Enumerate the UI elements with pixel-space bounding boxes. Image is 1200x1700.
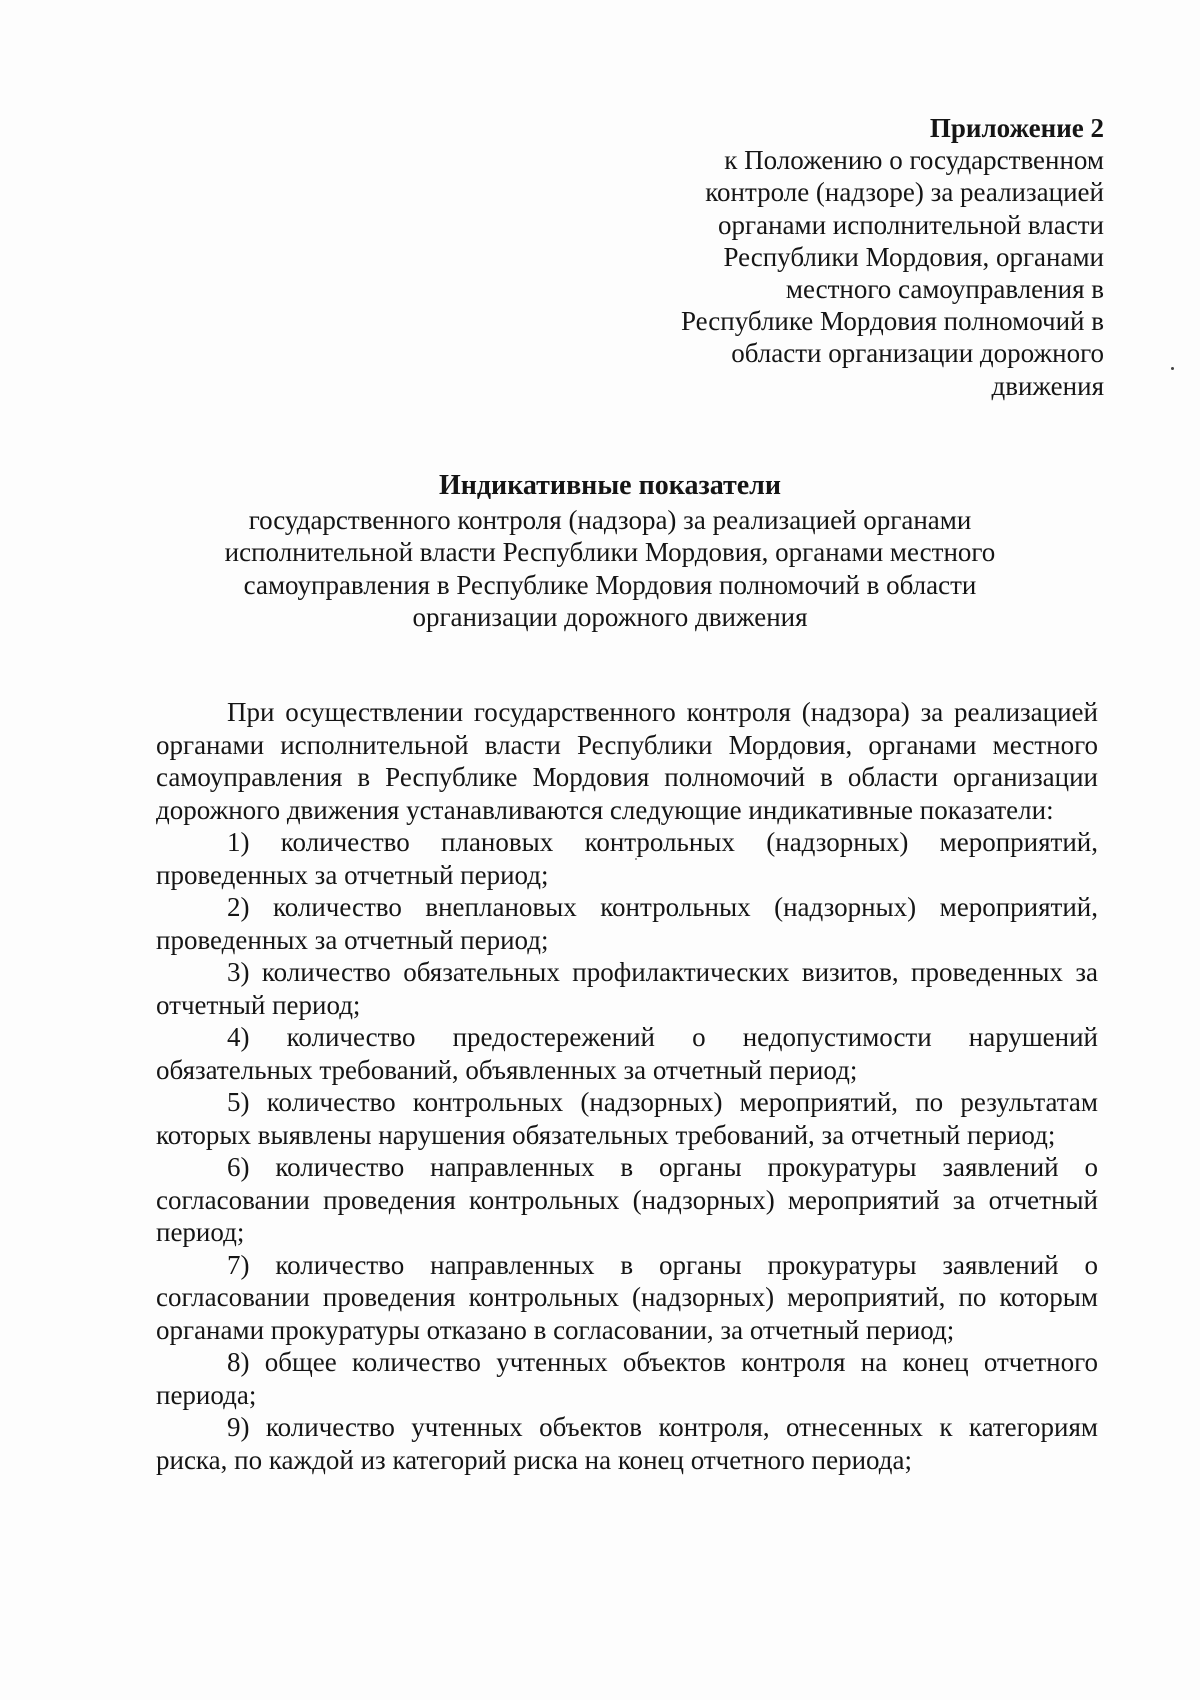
appendix-line: к Положению о государственном	[724, 145, 1104, 176]
appendix-line: органами исполнительной власти	[718, 209, 1104, 240]
heading-line: самоуправления в Республике Мордовия полномочий в области	[243, 569, 977, 600]
indicator-item: 3) количество обязательных профилактических визитов, проведенных за отчетный период;	[156, 957, 1098, 1020]
scan-speck	[635, 858, 637, 860]
appendix-line: Республике Мордовия полномочий в	[680, 306, 1104, 337]
appendix-title: Приложение 2	[929, 113, 1104, 143]
indicator-item: 5) количество контрольных (надзорных) мероприятий, по результатам которых выявлены нарушения обязательных требований, за отчетный период;	[156, 1087, 1098, 1150]
indicator-item: 6) количество направленных в органы прокуратуры заявлений о согласовании проведения контрольных (надзорных) мероприятий за отчетный период;	[156, 1152, 1098, 1247]
scan-speck	[1171, 367, 1174, 370]
appendix-line: движения	[991, 370, 1104, 401]
indicator-item: 1) количество плановых контрольных (надзорных) мероприятий, проведенных за отчетный период;	[156, 827, 1098, 890]
intro-paragraph: При осуществлении государственного контроля (надзора) за реализацией органами исполнительной власти Республики Мордовия, органами местного самоуправления в Республике Мордовия полномочий в области организации дорожного движения устанавливаются следующие индикативные показатели:	[156, 697, 1098, 825]
appendix-line: местного самоуправления в	[785, 274, 1104, 305]
appendix-line: контроле (надзоре) за реализацией	[705, 177, 1104, 208]
appendix-line: области организации дорожного	[731, 338, 1104, 369]
appendix-line: Республики Мордовия, органами	[723, 241, 1104, 272]
indicator-item: 2) количество внеплановых контрольных (надзорных) мероприятий, проведенных за отчетный период;	[156, 892, 1098, 955]
heading-line: государственного контроля (надзора) за реализацией органами	[248, 505, 972, 536]
heading-title: Индикативные показатели	[438, 470, 781, 501]
indicator-item: 7) количество направленных в органы прокуратуры заявлений о согласовании проведения контрольных (надзорных) мероприятий, по которым органами прокуратуры отказано в согласовании, за отчетный период;	[156, 1249, 1098, 1345]
indicator-item: 4) количество предостережений о недопустимости нарушений обязательных требований, объявленных за отчетный период;	[156, 1022, 1098, 1085]
indicator-item: 8) общее количество учтенных объектов контроля на конец отчетного периода;	[156, 1347, 1098, 1410]
heading-line: исполнительной власти Республики Мордовия, органами местного	[224, 537, 996, 568]
heading-line: организации дорожного движения	[412, 601, 808, 632]
document-heading	[160, 470, 1060, 633]
indicator-item: 9) количество учтенных объектов контроля, отнесенных к категориям риска, по каждой из категорий риска на конец отчетного периода;	[156, 1412, 1098, 1475]
document-body	[156, 696, 1098, 1476]
appendix-block	[634, 112, 1104, 402]
